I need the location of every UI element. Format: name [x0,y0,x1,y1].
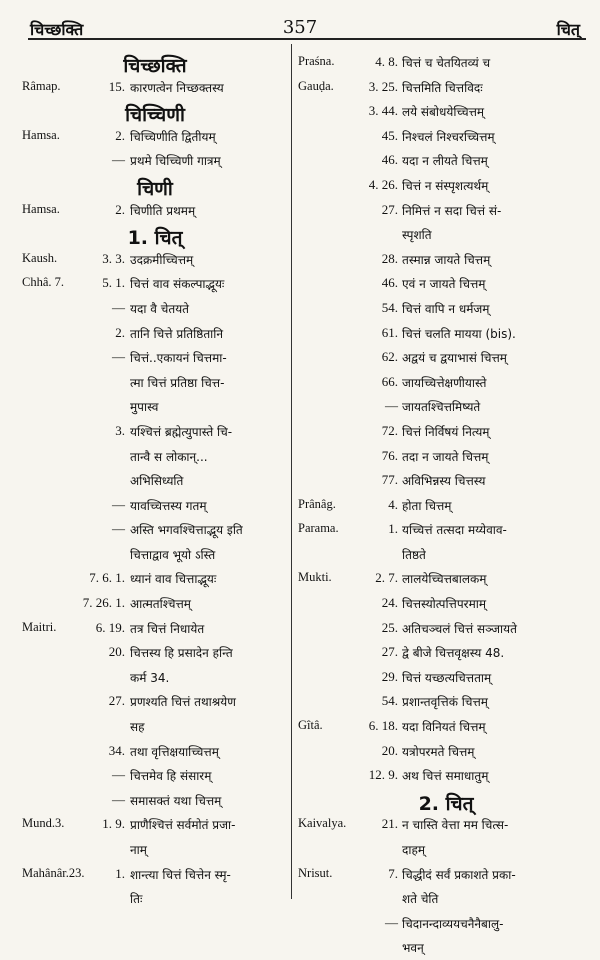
reference-number: — [112,299,125,315]
entry-row [298,739,594,764]
reference-number: 27. [381,644,398,660]
entry-row [298,444,594,469]
entry-row [22,444,288,469]
reference-number: 6. 18. [368,718,398,734]
reference-number: 28. [381,250,398,266]
entry-row [22,75,288,100]
sanskrit-text: स्पृशति [402,228,432,243]
sanskrit-text: चित्तं वापि न धर्मजम् [402,301,490,316]
header-right-word: चित् [556,20,580,39]
entry-row [298,468,594,493]
sanskrit-text: शान्त्या चित्तं चित्तेन स्मृ- [130,867,231,882]
reference-number: 20. [108,644,125,660]
right-column [298,50,594,960]
reference-number: 20. [381,742,398,758]
sanskrit-text: यदा विनियतं चित्तम् [402,720,486,735]
reference-number: 61. [381,324,398,340]
heading-text: चिच्छक्ति [123,55,187,77]
entry-row [22,247,288,272]
entry-row [298,247,594,272]
entry-row [22,616,288,641]
entry-row [22,788,288,813]
entry-row [298,911,594,936]
sanskrit-text: चित्तमेव हि संसारम् [130,769,212,784]
sanskrit-text: चित्तस्योत्पत्तिपरमाम् [402,597,487,612]
entry-row [22,148,288,173]
reference-number: — [112,767,125,783]
reference-number: 3. 44. [368,103,398,119]
entry-row [298,222,594,247]
reference-number: 15. [108,78,125,94]
reference-number: 34. [108,742,125,758]
reference-number: 3. [115,422,125,438]
entry-row [22,886,288,911]
reference-number: 5. 1. [102,275,125,291]
entry-row [298,419,594,444]
source-abbrev: Praśna. [298,54,335,68]
sanskrit-text: कारणत्वेन निच्छक्तस्य [130,80,224,95]
entry-row [22,124,288,149]
reference-number: 1. [388,521,398,537]
entry-row [22,370,288,395]
sanskrit-text: तान्वै स लोकान्... [130,449,208,464]
sanskrit-text: अविभिन्नस्य चित्तस्य [402,474,486,489]
sanskrit-text: चिद्धीदं सर्वं प्रकाशते प्रका- [402,867,516,882]
reference-number: 7. 26. 1. [82,595,125,611]
source-abbrev: Chhâ. 7. [22,275,65,290]
sanskrit-text: समासक्तं यथा चित्तम् [130,793,222,808]
entry-row [22,837,288,862]
sanskrit-text: चित्तं वाव संकल्पाद्भूयः [130,277,225,292]
sanskrit-text: प्राणैश्चित्तं सर्वमोतं प्रजा- [130,818,236,833]
entry-row [298,763,594,788]
sanskrit-text: यत्रोपरमते चित्तम् [402,744,475,759]
sanskrit-text: तत्र चित्तं निधायेत [130,621,205,636]
sanskrit-text: तिष्ठते [402,547,426,562]
entry-row [22,198,288,223]
source-abbrev: Prânâg. [298,496,336,511]
entry-row [298,566,594,591]
heading-row [22,173,288,198]
entry-row [22,517,288,542]
reference-number: 45. [381,127,398,143]
reference-number: 3. 3. [102,250,125,266]
entry-row [298,198,594,223]
reference-number: — [112,791,125,807]
entry-row [298,517,594,542]
header-rule [28,38,586,40]
entry-row [298,837,594,862]
reference-number: 54. [381,299,398,315]
sanskrit-text: तथा वृत्तिक्षयाच्चित्तम् [130,744,219,759]
source-abbrev: Maitri. [22,619,57,634]
reference-number: 2. [115,127,125,143]
sanskrit-text: प्रणश्यति चित्तं तथाश्रयेण [130,695,236,710]
entry-row [298,714,594,739]
entry-row [298,689,594,714]
entry-row [298,640,594,665]
entry-row [22,321,288,346]
entry-row [298,370,594,395]
sanskrit-text: यदा वै चेतयते [130,301,190,316]
source-abbrev: Hamsa. [22,201,60,216]
heading-row [22,99,288,127]
sanskrit-text: चिदानन्दाव्ययचनैनैबालु- [402,916,504,931]
entry-row [298,173,594,198]
heading-text: 2. चित् [418,792,474,815]
sanskrit-text: अतिचञ्चलं चित्तं सञ्जायते [402,621,517,636]
entry-row [298,616,594,641]
sanskrit-text: उदक्रमीच्चित्तम् [130,252,194,267]
entry-row [298,50,594,75]
sanskrit-text: चिणीति प्रथमम् [130,203,196,218]
sanskrit-text: यावच्चित्तस्य गतम् [130,498,207,513]
entry-row [298,321,594,346]
entry-row [298,271,594,296]
sanskrit-text: जायच्चित्तेक्षणीयास्ते [402,375,487,390]
sanskrit-text: एवं न जायते चित्तम् [402,277,486,292]
sanskrit-text: चित्तं चलति मायया (bis). [402,326,516,341]
sanskrit-text: आत्मतश्चित्तम् [130,597,191,612]
sanskrit-text: चित्तं न संस्पृशत्यर्थम् [402,178,489,193]
reference-number: 72. [381,422,398,438]
sanskrit-text: अद्वयं च द्वयाभासं चित्तम् [402,351,507,366]
sanskrit-text: प्रशान्तवृत्तिकं चित्तम् [402,695,488,710]
entry-row [298,296,594,321]
entry-row [22,665,288,690]
entry-row [298,75,594,100]
sanskrit-text: शते चेति [402,892,439,907]
reference-number: — [112,349,125,365]
source-abbrev: Mukti. [298,570,332,585]
sanskrit-text: चित्ताद्वाव भूयो ऽस्ति [130,547,216,562]
source-abbrev: Kaivalya. [298,816,347,831]
entry-row [22,468,288,493]
header-left-word: चिच्छक्ति [30,20,84,39]
sanskrit-text: तिः [130,892,143,907]
entry-row [298,935,594,960]
source-abbrev: Gîtâ. [298,718,323,733]
entry-row [22,812,288,837]
sanskrit-text: यश्चित्तं ब्रह्मेत्युपास्ते चि- [130,424,233,439]
sanskrit-text: निमित्तं न सदा चित्तं सं- [402,203,502,218]
entry-row [22,419,288,444]
sanskrit-text: प्रथमे चिच्चिणी गात्रम् [130,154,221,169]
entry-row [298,886,594,911]
entry-row [22,640,288,665]
sanskrit-text: भवन् [402,941,424,956]
entry-row [22,542,288,567]
entry-row [22,296,288,321]
entry-row [298,124,594,149]
heading-text: चिणी [137,177,173,200]
entry-row [22,394,288,419]
sanskrit-text: चिच्चिणीति द्वितीयम् [130,129,216,144]
reference-number: — [112,152,125,168]
source-abbrev: Nrisut. [298,865,333,880]
reference-number: — [385,398,398,414]
sanskrit-text: निश्चलं निश्चरच्चित्तम् [402,129,495,144]
entry-row [298,542,594,567]
entry-row [22,739,288,764]
heading-row [298,788,594,813]
entry-row [298,394,594,419]
page-header [0,0,600,40]
reference-number: — [385,914,398,930]
sanskrit-text: मुपास्व [130,400,159,415]
reference-number: — [112,496,125,512]
entry-row [22,714,288,739]
sanskrit-text: चित्तं च चेतयितव्यं च [402,56,491,70]
reference-number: 46. [381,152,398,168]
reference-number: 66. [381,373,398,389]
page-number: 357 [282,17,318,38]
sanskrit-text: त्मा चित्तं प्रतिष्ठा चित्त- [130,375,225,390]
entry-row [298,665,594,690]
source-abbrev: Hamsa. [22,127,60,142]
sanskrit-text: तानि चित्ते प्रतिष्ठितानि [130,326,224,341]
heading-text: 1. चित् [127,227,183,250]
reference-number: 2. [115,201,125,217]
sanskrit-text: चित्तं यच्छत्यचित्तताम् [402,670,492,685]
entry-row [298,345,594,370]
reference-number: 3. 25. [368,78,398,94]
reference-number: 2. [115,324,125,340]
heading-row [22,50,288,75]
reference-number: 7. 6. 1. [89,570,125,586]
reference-number: 25. [381,619,398,635]
entry-row [22,345,288,370]
heading-text: चिच्चिणी [125,104,185,127]
source-abbrev: Mahânâr.23. [22,865,85,880]
reference-number: 29. [381,668,398,684]
column-divider [291,44,292,899]
heading-row [22,222,288,250]
sanskrit-text: न चास्ति वेत्ता मम चित्स- [402,818,509,833]
sanskrit-text: जायतश्चित्तमिष्यते [402,400,481,415]
reference-number: 62. [381,349,398,365]
source-abbrev: Mund.3. [22,816,65,831]
sanskrit-text: चित्तस्य हि प्रसादेन हन्ति [130,646,233,661]
left-column [22,50,288,911]
sanskrit-text: चित्तमिति चित्तविदः [402,80,483,95]
reference-number: 6. 19. [95,619,125,635]
sanskrit-text: कर्म 34. [130,670,170,685]
sanskrit-text: तस्मान्न जायते चित्तम् [402,252,491,267]
sanskrit-text: दाहम् [402,843,426,857]
sanskrit-text: यदा न लीयते चित्तम् [402,154,488,169]
entry-row [22,763,288,788]
reference-number: 77. [381,472,398,488]
sanskrit-text: नाम् [130,843,147,857]
reference-number: 2. 7. [375,570,398,586]
sanskrit-text: तदा न जायते चित्तम् [402,449,489,464]
entry-row [22,591,288,616]
entry-row [298,812,594,837]
sanskrit-text: लालयेच्चित्तबालकम् [402,572,487,587]
reference-number: 4. 8. [375,54,398,69]
reference-number: — [112,521,125,537]
reference-number: 27. [108,693,125,709]
sanskrit-text: चित्तं..एकायनं चित्तमा- [130,351,227,366]
entry-row [298,493,594,518]
sanskrit-text: अथ चित्तं समाधातुम् [402,769,489,784]
reference-number: 7. [388,865,398,881]
entry-row [22,689,288,714]
sanskrit-text: अस्ति भगवश्चित्ताद्भूय इति [130,523,243,538]
sanskrit-text: अभिसिध्यति [130,474,184,489]
entry-row [298,99,594,124]
sanskrit-text: लये संबोधयेच्चित्तम् [402,105,485,120]
source-abbrev: Râmap. [22,78,61,93]
reference-number: 27. [381,201,398,217]
sanskrit-text: होता चित्तम् [402,498,452,513]
entry-row [22,566,288,591]
source-abbrev: Gauḍa. [298,78,334,93]
entry-row [22,862,288,887]
reference-number: 1. 9. [102,816,125,832]
sanskrit-text: द्वे बीजे चित्तवृक्षस्य 48. [402,646,505,661]
source-abbrev: Parama. [298,521,339,536]
source-abbrev: Kaush. [22,250,58,265]
reference-number: 4. 26. [368,176,398,192]
entry-row [298,862,594,887]
entry-row [22,271,288,296]
reference-number: 4. [388,496,398,512]
sanskrit-text: ध्यानं वाव चित्ताद्भूयः [130,572,217,587]
sanskrit-text: यच्चित्तं तत्सदा मय्येवाव- [402,523,507,538]
entry-row [22,493,288,518]
entry-row [298,148,594,173]
reference-number: 21. [381,816,398,832]
reference-number: 24. [381,595,398,611]
sanskrit-text: सह [130,720,145,735]
reference-number: 54. [381,693,398,709]
reference-number: 76. [381,447,398,463]
entry-row [298,591,594,616]
sanskrit-text: चित्तं निर्विषयं नित्यम् [402,424,490,439]
reference-number: 1. [115,865,125,881]
reference-number: 12. 9. [368,767,398,783]
reference-number: 46. [381,275,398,291]
